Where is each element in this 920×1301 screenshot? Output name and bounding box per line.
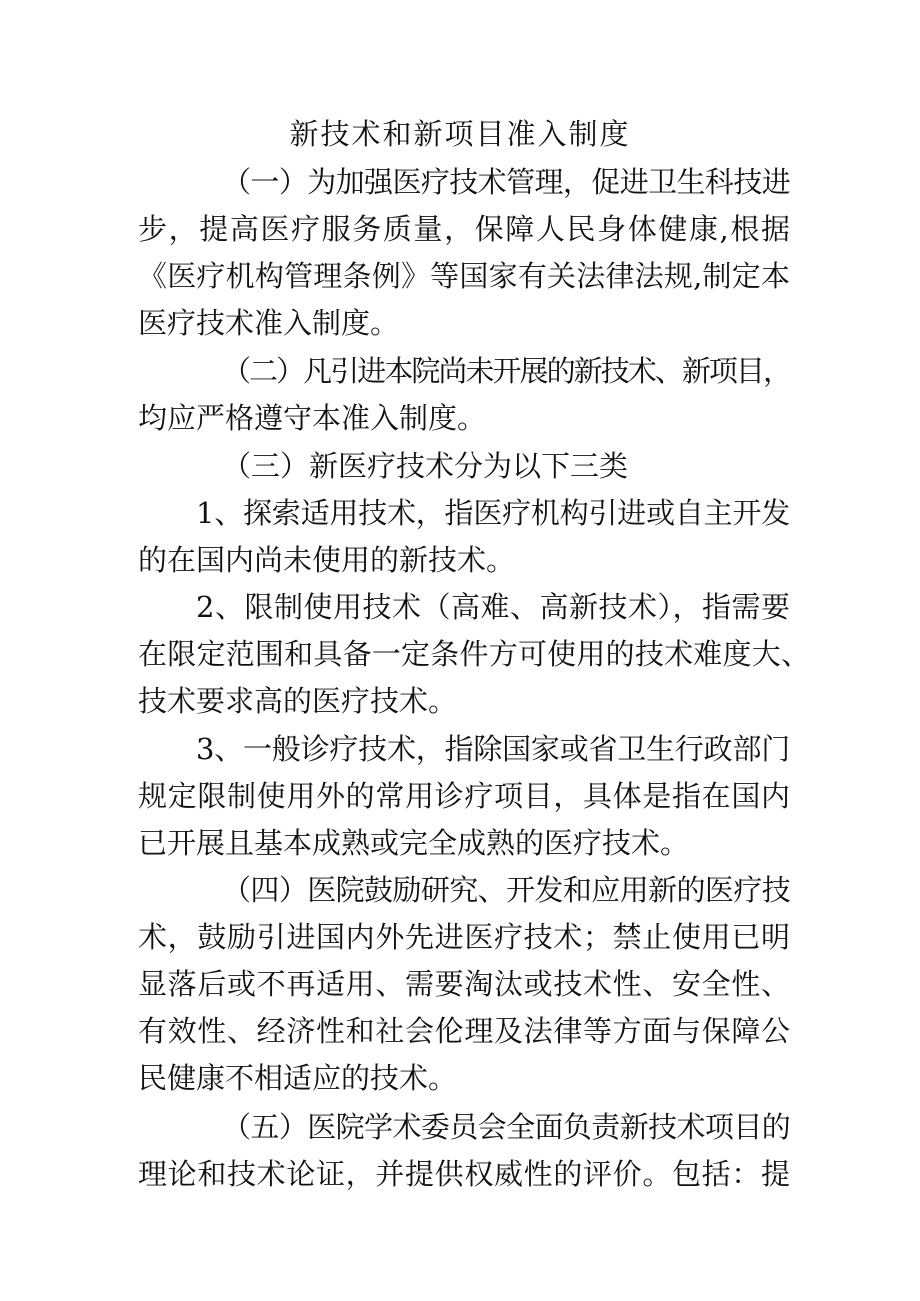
text-line: 的在国内尚未使用的新技术。 [138,543,516,577]
text-line: 3、一般诊疗技术，指除国家或省卫生行政部门 [196,732,790,766]
text-line: 理论和技术论证，并提供权威性的评价。包括：提 [138,1157,790,1191]
text-line: （五）医院学术委员会全面负责新技术项目的 [222,1110,790,1144]
text-line: 2、限制使用技术（高难、高新技术），指需要 [196,590,790,624]
text-line: 民健康不相适应的技术。 [138,1061,458,1095]
text-line: （三）新医疗技术分为以下三类 [222,449,629,483]
text-line: 显落后或不再适用、需要淘汰或技术性、安全性、 [138,967,790,1001]
text-line: 1、探索适用技术，指医疗机构引进或自主开发 [196,496,790,530]
text-line: （二）凡引进本院尚未开展的新技术、新项目， [222,354,790,388]
text-line: （四）医院鼓励研究、开发和应用新的医疗技 [222,873,790,907]
text-line: 《医疗机构管理条例》等国家有关法律法规,制定本 [138,259,790,293]
text-line: 技术要求高的医疗技术。 [138,684,458,718]
text-line: 在限定范围和具备一定条件方可使用的技术难度大、 [138,637,810,671]
text-line: 规定限制使用外的常用诊疗项目，具体是指在国内 [138,779,790,813]
text-line: 术，鼓励引进国内外先进医疗技术；禁止使用已明 [138,920,790,954]
text-line: 已开展且基本成熟或完全成熟的医疗技术。 [138,826,690,860]
text-line: 有效性、经济性和社会伦理及法律等方面与保障公 [138,1014,790,1048]
text-line: 医疗技术准入制度。 [138,306,400,340]
text-line: 均应严格遵守本准入制度。 [138,401,487,435]
document-title: 新技术和新项目准入制度 [289,117,631,151]
text-line: 步，提高医疗服务质量，保障人民身体健康,根据 [138,212,790,246]
text-line: （一）为加强医疗技术管理，促进卫生科技进 [222,165,790,199]
